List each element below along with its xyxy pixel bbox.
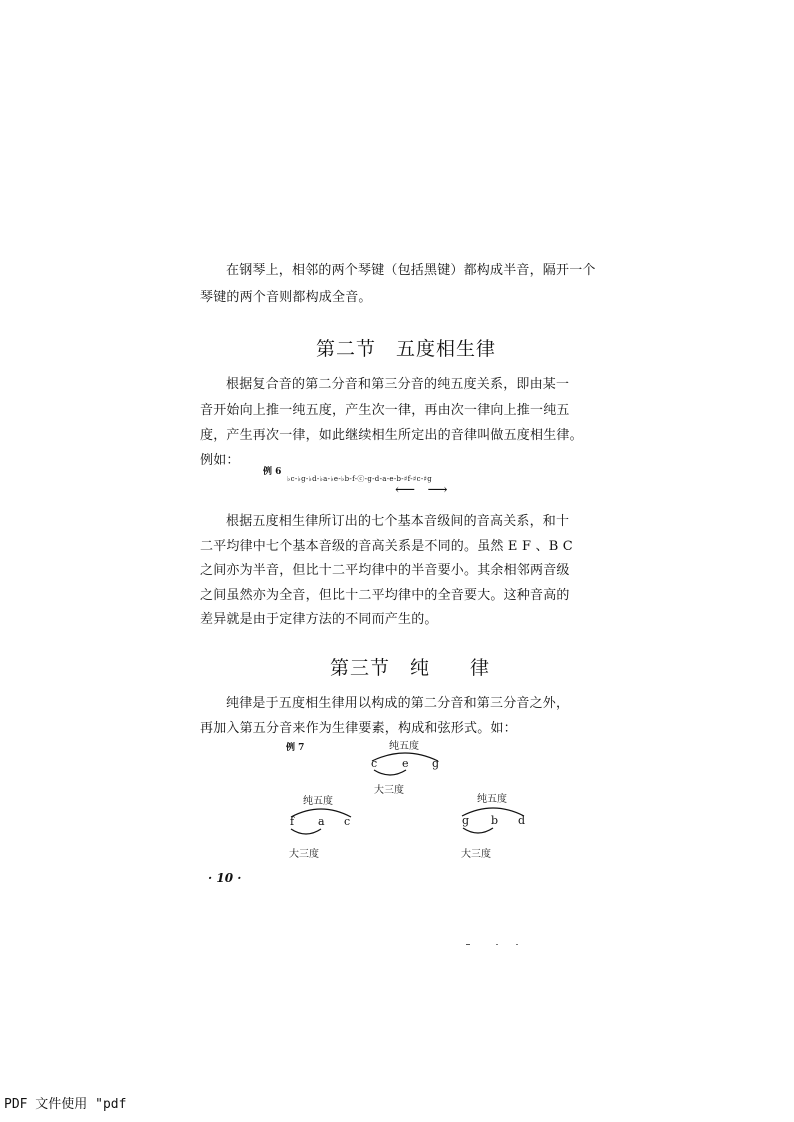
intro-line-1: 在钢琴上，相邻的两个琴键（包括黑键）都构成半音，隔开一个 xyxy=(226,263,596,278)
example-7-left-third-label: 大三度 xyxy=(289,849,319,860)
section-2-para-2-line-1: 根据五度相生律所订出的七个基本音级间的音高关系，和十 xyxy=(226,514,570,529)
example-7-top-fifth-label: 纯五度 xyxy=(389,741,419,752)
scan-speck xyxy=(466,944,470,945)
section-3-para-line-1: 纯律是于五度相生律用以构成的第二分音和第三分音之外， xyxy=(226,696,570,711)
section-2-para-2-line-5: 差异就是由于定律方法的不同而产生的。 xyxy=(200,612,438,627)
example-7-left-fifth-label: 纯五度 xyxy=(303,796,333,807)
example-6-label: 例 6 xyxy=(263,467,282,477)
section-2-para-1-line-3: 度，产生再次一律，如此继续相生所定出的音律叫做五度相生律。 xyxy=(200,428,583,443)
example-7-top-third-arc xyxy=(372,769,408,779)
example-7-right-third-arc xyxy=(461,827,495,837)
example-7-top-third-label: 大三度 xyxy=(374,785,404,796)
example-7-top-note-2: e xyxy=(402,757,409,770)
scan-speck xyxy=(496,944,498,945)
section-3-para-line-2: 再加入第五分音来作为生律要素，构成和弦形式。如： xyxy=(200,721,517,736)
example-7-right-fifth-label: 纯五度 xyxy=(477,794,507,805)
section-2-para-2-line-3: 之间亦为半音，但比十二平均律中的半音要小。其余相邻两音级 xyxy=(200,563,570,578)
section-2-para-1-line-4: 例如： xyxy=(200,453,240,468)
section-3-title: 第三节 纯 律 xyxy=(330,657,491,679)
example-7-top-note-1: c xyxy=(371,757,378,770)
example-7-left-note-2: a xyxy=(318,815,325,828)
example-7-label: 例 7 xyxy=(286,743,305,753)
example-6-note-sequence: ♭c-♭g-♭d-♭a-♭e-♭b-f-ⓒ-g-d-a-e-b-♯f-♯c-♯g xyxy=(287,475,432,483)
example-7-right-note-1: g xyxy=(462,814,470,827)
example-6-arrows: ⟵ ⟶ xyxy=(395,482,452,498)
example-7-left-third-arc xyxy=(289,828,323,838)
example-7-left-note-3: c xyxy=(344,815,351,828)
page-number: · 10 · xyxy=(208,871,242,885)
example-7-right-note-3: d xyxy=(518,814,526,827)
section-2-para-1-line-1: 根据复合音的第二分音和第三分音的纯五度关系，即由某一 xyxy=(226,377,570,392)
section-2-para-1-line-2: 音开始向上推一纯五度，产生次一律，再由次一律向上推一纯五 xyxy=(200,403,570,418)
example-7-left-note-1: f xyxy=(290,815,295,828)
section-2-para-2-line-2: 二平均律中七个基本音级的音高关系是不同的。虽然 E F 、B C xyxy=(200,539,573,554)
pdf-footer: PDF 文件使用 "pdf xyxy=(4,1097,127,1112)
example-7-top-note-3: g xyxy=(432,757,440,770)
example-7-right-third-label: 大三度 xyxy=(461,849,491,860)
example-7-right-note-2: b xyxy=(491,814,499,827)
section-2-title: 第二节 五度相生律 xyxy=(316,338,497,360)
section-2-para-2-line-4: 之间虽然亦为全音，但比十二平均律中的全音要大。这种音高的 xyxy=(200,588,570,603)
scan-speck xyxy=(516,944,518,945)
intro-line-2: 琴键的两个音则都构成全音。 xyxy=(200,290,372,305)
